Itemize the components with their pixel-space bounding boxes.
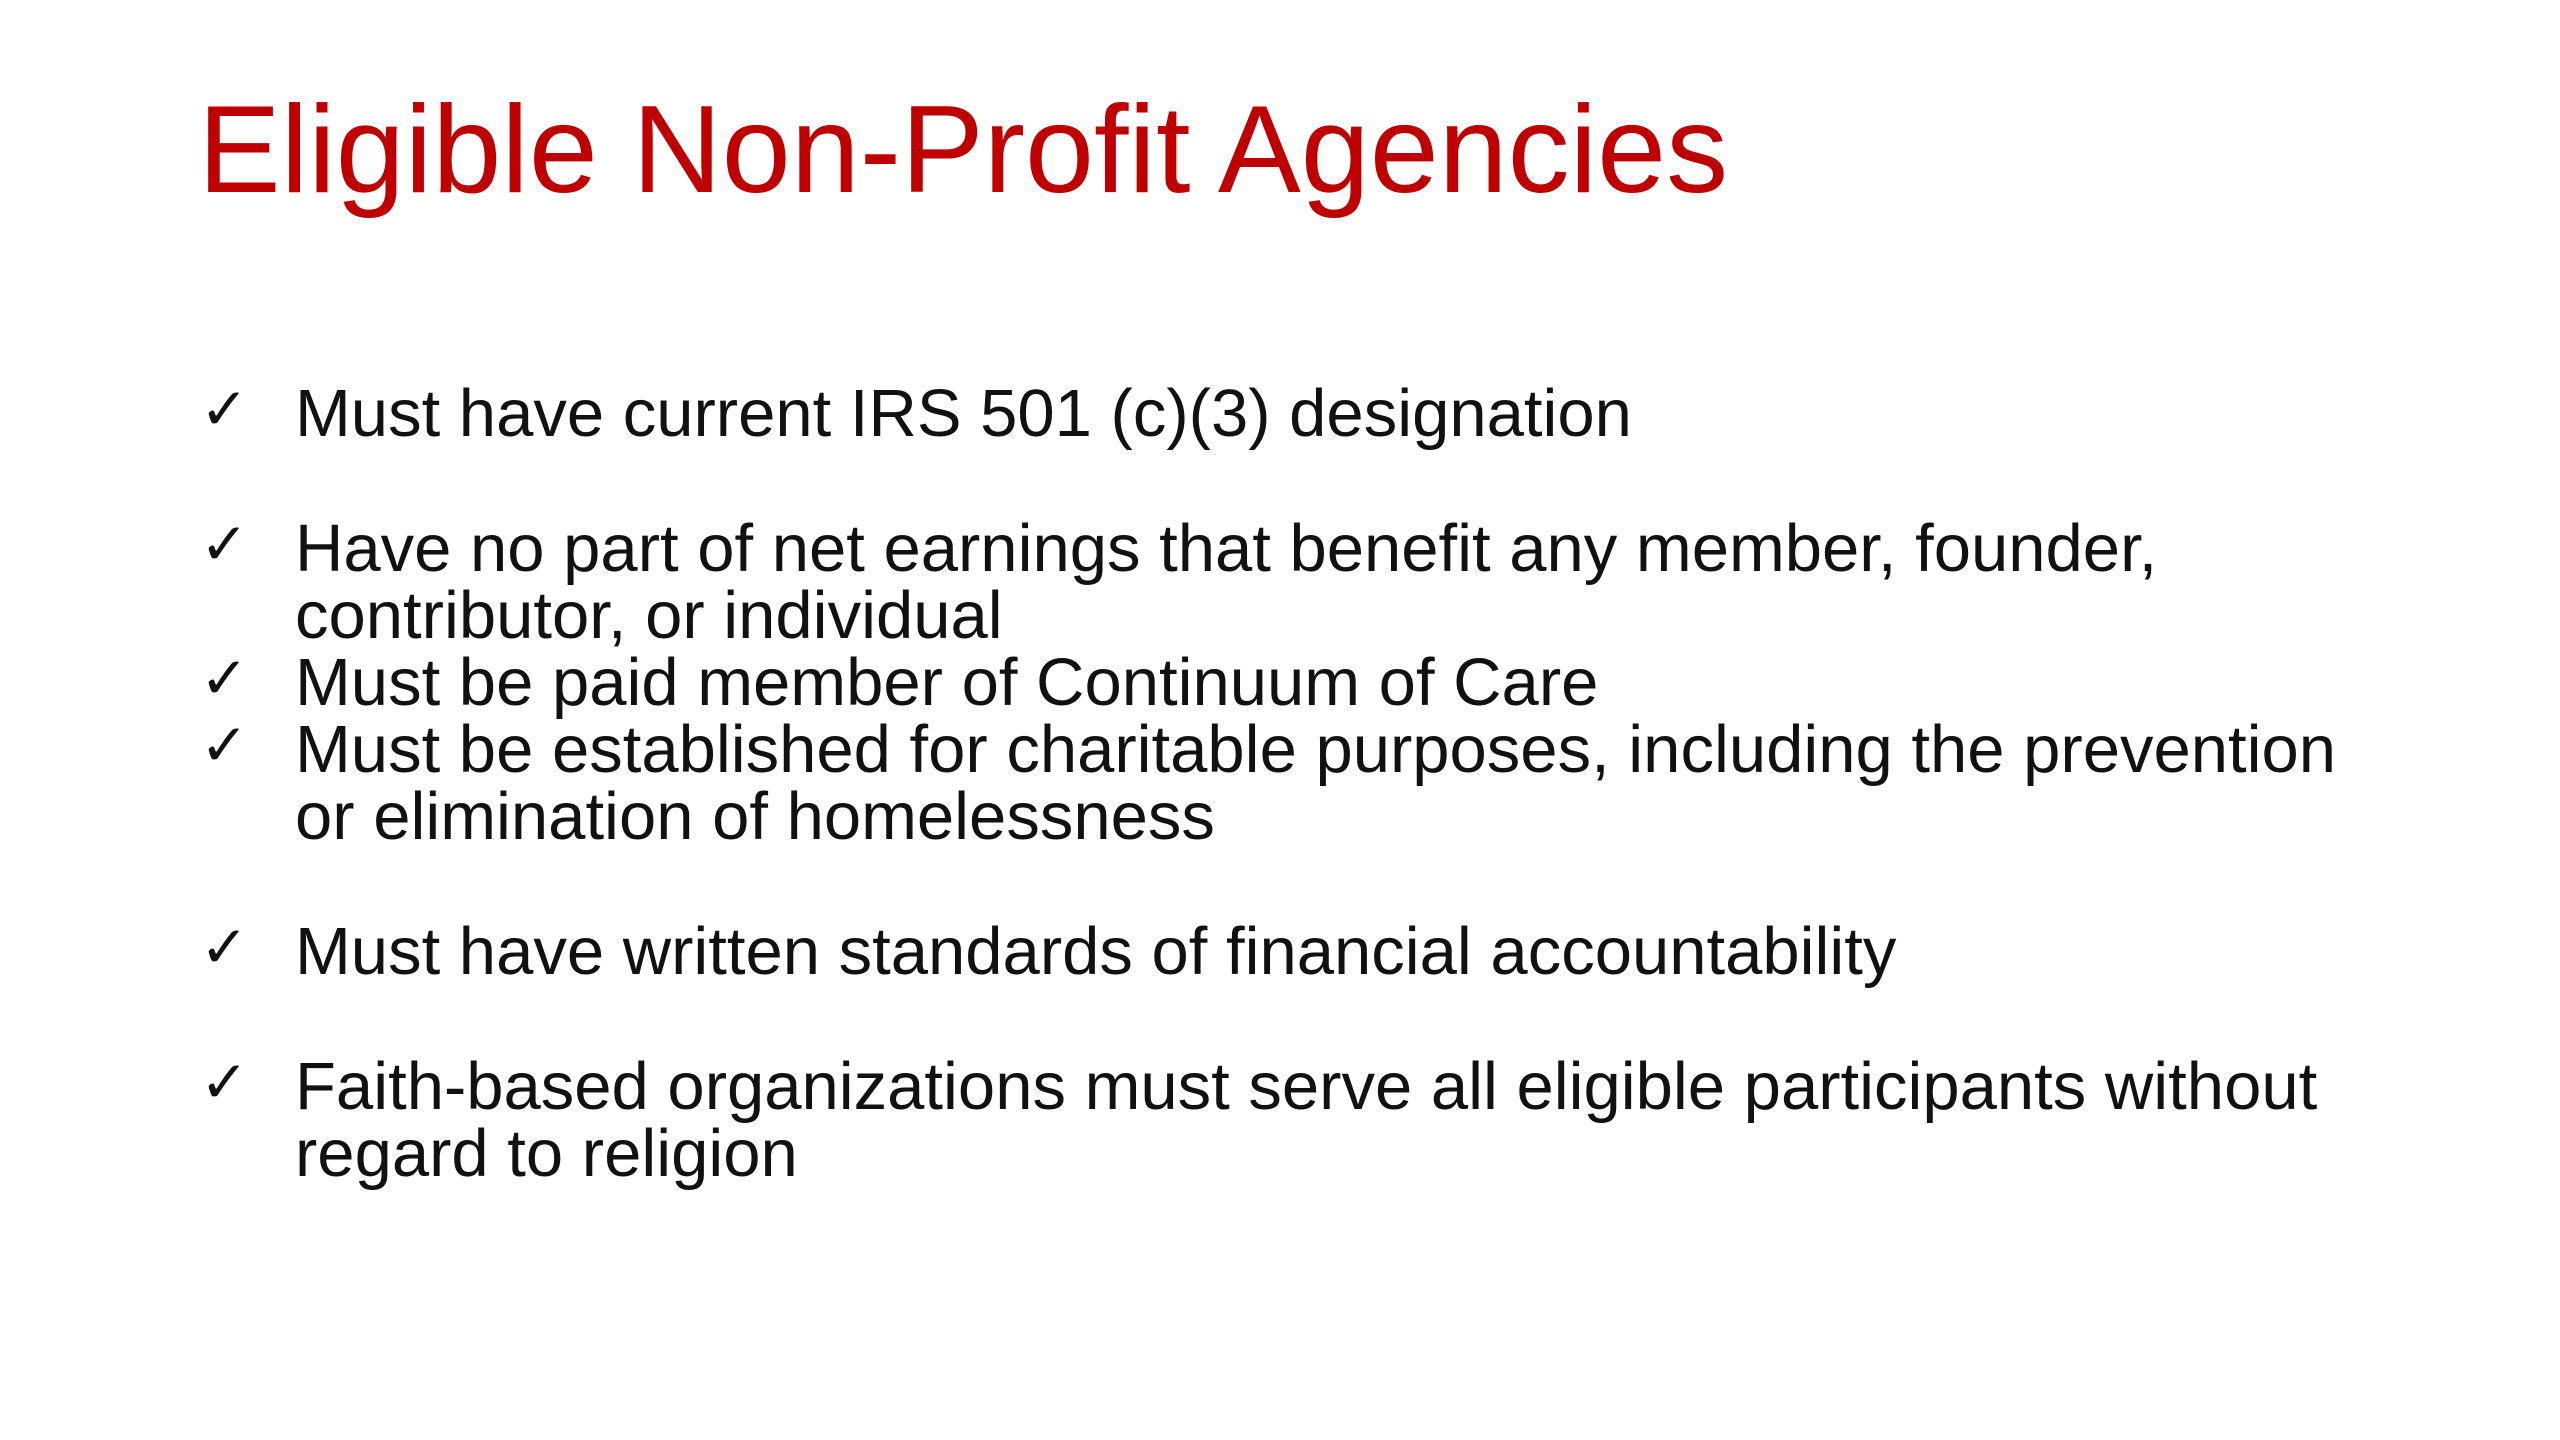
bullet-item (198, 375, 2398, 451)
check-mark-icon: ✓ (200, 644, 249, 712)
bullet-text: Must be paid member of Continuum of Care (295, 645, 1599, 720)
bullet-text: Must have written standards of financial accountability (295, 914, 1897, 989)
bullet-text: Have no part of net earnings that benefit any member, founder, contributor, or individual (295, 511, 2158, 653)
bullet-item (198, 644, 2398, 720)
check-mark-icon: ✓ (200, 1048, 249, 1116)
bullet-item (198, 711, 2398, 854)
check-mark-icon: ✓ (200, 510, 249, 578)
bullet-item (198, 510, 2398, 653)
bullet-item (198, 913, 2398, 989)
check-mark-icon: ✓ (200, 375, 249, 443)
check-mark-icon: ✓ (200, 711, 249, 779)
bullet-list (198, 375, 2398, 1191)
bullet-item (198, 1048, 2398, 1191)
slide-title: Eligible Non-Profit Agencies (198, 81, 1729, 219)
check-mark-icon: ✓ (200, 913, 249, 981)
bullet-text: Must be established for charitable purposes, including the prevention or elimination of homelessness (295, 712, 2337, 854)
bullet-text: Must have current IRS 501 (c)(3) designation (295, 376, 1632, 451)
bullet-text: Faith-based organizations must serve all eligible participants without regard to religion (295, 1049, 2318, 1191)
